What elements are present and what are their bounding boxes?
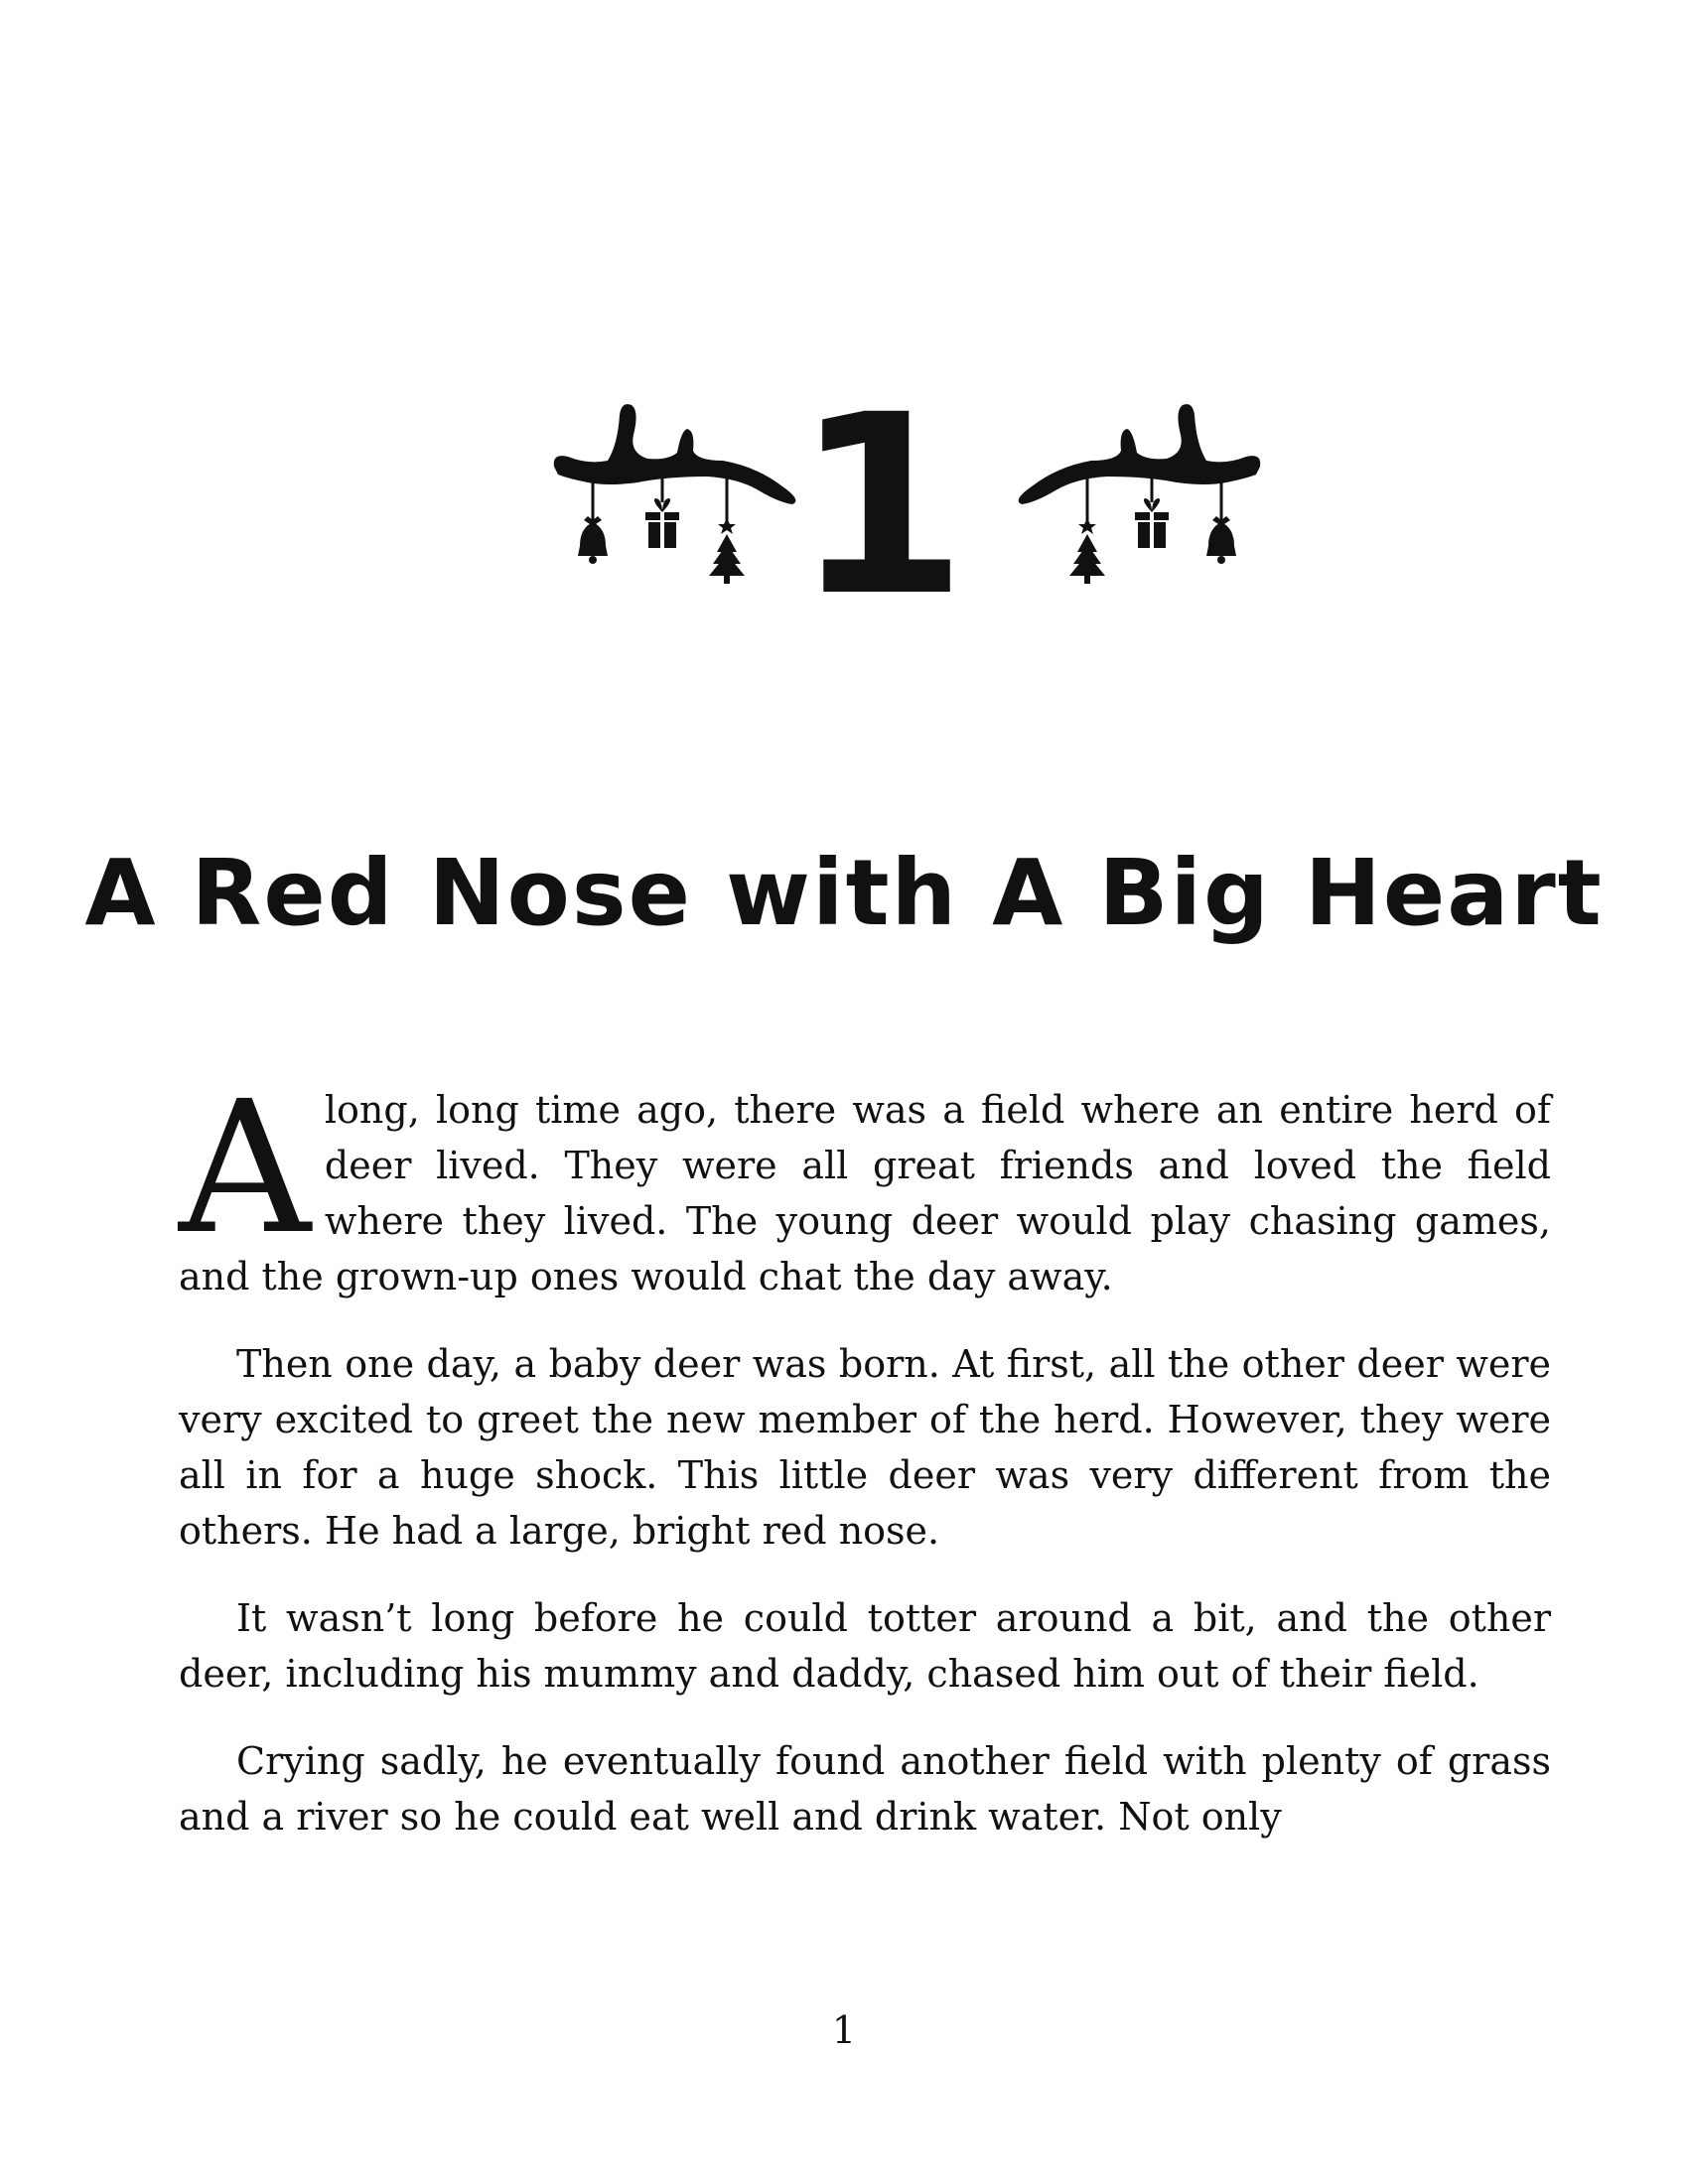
christmas-tree-icon: [1069, 518, 1105, 584]
chapter-number: 1: [794, 361, 967, 650]
gift-icon: [1135, 498, 1169, 548]
paragraph-2: Then one day, a baby deer was born. At first, all the other deer were very excited to greet the new member of the herd. However, they were all in for a huge shock. This little deer was very different from the others. He had a large, bright red nose.: [179, 1342, 1551, 1553]
christmas-tree-icon: [709, 518, 745, 584]
bell-icon: [1206, 516, 1236, 564]
page-number: 1: [831, 2008, 857, 2052]
gift-icon: [645, 498, 679, 548]
paragraph-4: Crying sadly, he eventually found another field with plenty of grass and a river so he could eat well and drink water. Not only: [179, 1739, 1551, 1839]
chapter-header: [0, 361, 1688, 650]
antlers-right-icon: [1008, 395, 1266, 594]
drop-cap: A: [179, 1062, 311, 1275]
chapter-title: A Red Nose with A Big Heart: [84, 840, 1604, 946]
paragraph-1-text: long, long time ago, there was a field where an entire herd of deer lived. They were all great friends and loved the field where they lived. The young deer would play chasing games, and the grown-up ones would chat the day away.: [179, 1088, 1551, 1298]
paragraph-3: It wasn’t long before he could totter around a bit, and the other deer, including his mummy and daddy, chased him out of their field.: [179, 1596, 1551, 1696]
chapter-body: [179, 1062, 1551, 1876]
paragraph-1: [179, 1062, 1551, 1304]
antlers-left-icon: [548, 395, 806, 594]
bell-icon: [578, 516, 608, 564]
